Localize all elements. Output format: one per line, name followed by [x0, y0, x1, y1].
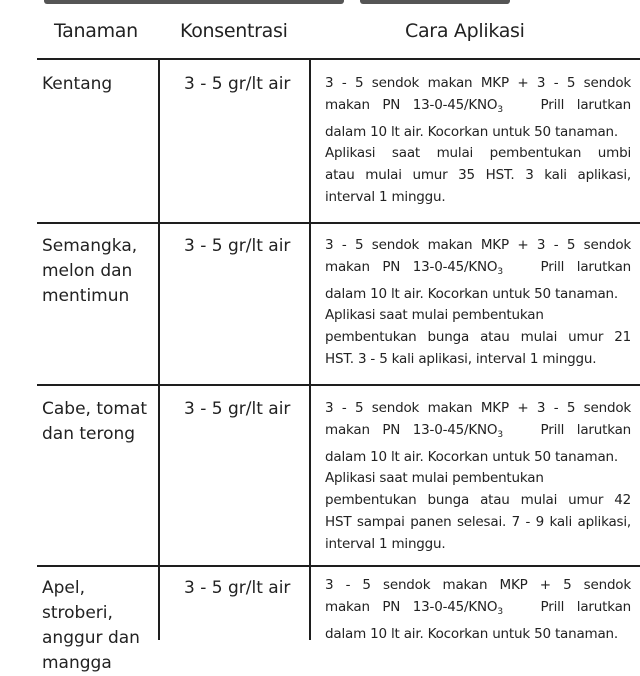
concentration-value: 3 - 5 gr/lt air: [184, 399, 291, 419]
column-divider: [309, 60, 311, 640]
application-method: 3 - 5 sendok makan MKP + 3 - 5 sendok makan PN $13-0-45/KNO_3$ Prill larutkan dalam 10 lt air. Kocorkan untuk 50 tanaman.: [325, 400, 632, 465]
application-method: 3 - 5 sendok makan MKP + 3 - 5 sendok makan PN $13-0-45/KNO_3$ Prill larutkan dalam 10 lt air. Kocorkan untuk 50 tanaman.: [325, 237, 632, 302]
header-crop: Tanaman: [54, 20, 138, 42]
header-application: Cara Aplikasi: [405, 20, 525, 42]
crop-name: Kentang: [42, 74, 113, 94]
cropped-title-remnant: [0, 0, 640, 6]
column-divider: [158, 60, 160, 640]
application-timing: Aplikasi saat mulai pembentukan umbi atau mulai umur 35 HST. 3 kali aplikasi, interval 1 minggu.: [325, 145, 631, 205]
concentration-value: 3 - 5 gr/lt air: [184, 236, 291, 256]
application-timing: Aplikasi saat mulai pembentukan pembentukan bunga atau mulai umur 21 HST. 3 - 5 kali aplikasi, interval 1 minggu.: [325, 307, 631, 367]
application-method: 3 - 5 sendok makan MKP + 5 sendok makan PN $13-0-45/KNO_3$ Prill larutkan dalam 10 lt air. Kocorkan untuk 50 tanaman.: [325, 577, 632, 642]
crop-name: Apel, stroberi, anggur dan mangga: [42, 578, 140, 673]
row-divider: [37, 222, 640, 224]
concentration-value: 3 - 5 gr/lt air: [184, 578, 291, 598]
row-divider: [37, 384, 640, 386]
header-concentration: Konsentrasi: [180, 20, 288, 42]
concentration-value: 3 - 5 gr/lt air: [184, 74, 291, 94]
crop-name: Cabe, tomat dan terong: [42, 399, 148, 444]
header-divider: [37, 58, 640, 60]
crop-name: Semangka, melon dan mentimun: [42, 236, 138, 306]
row-divider: [37, 565, 640, 567]
application-method: 3 - 5 sendok makan MKP + 3 - 5 sendok makan PN $13-0-45/KNO_3$ Prill larutkan dalam 10 lt air. Kocorkan untuk 50 tanaman.: [325, 75, 632, 140]
application-timing: Aplikasi saat mulai pembentukan pembentukan bunga atau mulai umur 42 HST sampai panen selesai. 7 - 9 kali aplikasi, interval 1 minggu.: [325, 470, 631, 552]
